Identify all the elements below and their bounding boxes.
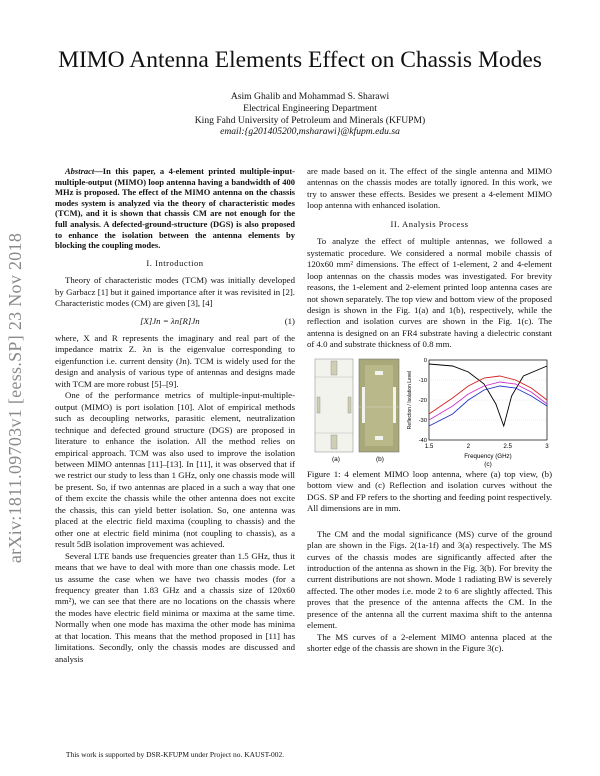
x-tick-label-1: 2 xyxy=(466,442,471,450)
intro-paragraph-3: One of the performance metrics of multiple-input-multiple-output (MIMO) is port isolation [10]. Alot of empirical methods such as decoupling networks, parasitic element, neutralization technique and defected ground structure (DGS) are proposed in literature to enhance the isolation. All the method relies on empirical approach. TCM was also used to improve the isolation between MIMO antennas [11]–[13]. In [11], it was observed that if we restrict our study to less than 1 GHz, only one chassis mode will be present. So, if two antennas are placed in a such a way that one of them excite the chassis while the other antenna does not excite the chassis, this can yield better isolation. So, one antenna was placed at the electric field maxima (coupling to chassis) and the other one at electric field minima (not coupling to chassis), as a result 5dB isolation improvement was achieved. xyxy=(55,390,295,550)
right-column xyxy=(307,166,552,655)
section-heading-analysis: II. Analysis Process xyxy=(390,218,469,229)
intro-paragraph-1: Theory of characteristic modes (TCM) was initially developed by Garbacz [1] but it gained importance after it was revisited in [2]. Characteristic modes (CM) are given [3], [4] xyxy=(55,275,295,309)
y-tick-label-0: 0 xyxy=(423,357,427,364)
abstract xyxy=(55,166,295,251)
section-heading-introduction: I. Introduction xyxy=(146,257,204,268)
paper-title: MIMO Antenna Elements Effect on Chassis Modes xyxy=(58,47,542,73)
figure-label-b: (b) xyxy=(376,455,384,463)
abstract-text: —In this paper, a 4-element printed multiple-input-multiple-output (MIMO) loop antenna having a bandwidth of 400 MHz is proposed. The effect of the MIMO antenna on the chassis modes system is analyzed via the theory of characteristic modes (TCM), and it is shown that chassis CM are not enough for the full analysis. A defected-ground-structure (DGS) is also proposed to enhance the isolation between the antenna elements by blocking the coupling modes. xyxy=(55,166,295,251)
right-paragraph-1: are made based on it. The effect of the single antenna and MIMO antennas on the chassis modes are totally ignored. In this work, we try to answer these effects. Besides we present a 4-element MIMO loop antenna with enhanced isolation. xyxy=(307,166,552,211)
x-tick-label-3: 3 xyxy=(545,442,549,450)
right-paragraph-3: The CM and the modal significance (MS) curve of the ground plan are shown in the Figs. 2(1a-1f) and 3(a) respectively. The MS curves of the chassis modes are significantly affected after the introduction of the antenna as shown in the Fig. 3(b). For brevity the current distributions are not shown. Mode 1 radiating BW is severely affected. The other modes i.e. mode 2 to 6 are slightly affected. This proves that the presence of the antenna affects the CM. In the presence of the antenna all the current maxima shift to the antenna element. xyxy=(307,528,552,631)
abstract-label: Abstract xyxy=(65,166,95,176)
arxiv-watermark: arXiv:1811.09703v1 [eess.SP] 23 Nov 2018 xyxy=(5,232,25,564)
figure-1-graphic xyxy=(307,357,552,469)
author-block xyxy=(80,91,540,138)
left-column xyxy=(55,166,295,665)
figure-1 xyxy=(307,357,552,469)
intro-paragraph-2: where, X and R represents the imaginary and real part of the impedance matrix Z. λn is the eigenvalue corresponding to eigenfunction i.e. current density (Jn). TCM is widely used for the design and analysis of various type of antennas and designs made with TCM are more robust [5]–[9]. xyxy=(55,333,295,389)
author-department: Electrical Engineering Department xyxy=(243,102,377,114)
author-university: King Fahd University of Petroleum and Minerals (KFUPM) xyxy=(194,114,426,126)
equation-number: (1) xyxy=(284,315,295,326)
figure-label-c: (c) xyxy=(484,460,492,468)
intro-paragraph-4: Several LTE bands use frequencies greater than 1.5 GHz, thus it means that we have to deal with more than one chassis mode. Let us assume the case when we have two chassis modes (for a frequency greater than 1.83 GHz and a chassis size of 120x60 mm²), we can see that there are no locations on the chassis where the modes have electric field minima or maxima at the same time. Normally when one mode has maxima the other mode has minima at that location. This means that the method proposed in [11] has limitations. Secondly, only the chassis modes are discussed and analysis xyxy=(55,550,295,664)
footnote: This work is supported by DSR-KFUPM under Project no. KAUST-002. xyxy=(65,750,285,759)
equation-body: [X]Jn = λn[R]Jn xyxy=(140,315,200,326)
y-tick-label-3: -30 xyxy=(418,417,427,424)
right-paragraph-4: The MS curves of a 2-element MIMO antenna placed at the shorter edge of the chassis are shown in the Figure 3(c). xyxy=(307,631,552,654)
figure-label-a: (a) xyxy=(332,455,340,463)
plot-y-label: Reflection / Isolation Level xyxy=(407,370,413,429)
figure-1-caption: Figure 1: 4 element MIMO loop antenna, where (a) top view, (b) bottom view and (c) Reflection and isolation curves without the DGS. SP and FP refers to the shorting and feeding point respectively. All dimensions are in mm. xyxy=(307,468,552,514)
y-tick-label-4: -40 xyxy=(418,437,427,444)
y-tick-label-2: -20 xyxy=(418,397,427,404)
right-paragraph-2: To analyze the effect of multiple antennas, we followed a systematic procedure. We considered a normal mobile chassis of 120x60 mm² dimensions. The effect of 1-element, 2 and 4-element loop antennas on the chassis modes was investigated. For brevity reasons, the 1-element and 2-element printed loop antenna cases are not shown separately. The top view and bottom view of the proposed design is shown in the Fig. 1(a) and 1(b), respectively, while the reflection and isolation curves are shown in the Fig. 1(c). The antenna is designed on an FR4 substrate having a dielectric constant of 4.0 and substrate thickness of 0.8 mm. xyxy=(307,236,552,350)
plot-x-label: Frequency (GHz) xyxy=(464,452,512,460)
y-tick-label-1: -10 xyxy=(418,377,427,384)
antenna-bottom-view xyxy=(359,359,399,452)
author-email: email:{g201405200,msharawi}@kfupm.edu.sa xyxy=(220,126,400,138)
equation-1 xyxy=(55,316,295,327)
x-tick-label-2: 2.5 xyxy=(503,442,512,450)
author-names: Asim Ghalib and Mohammad S. Sharawi xyxy=(230,91,390,102)
antenna-top-view xyxy=(315,359,353,452)
x-tick-label-0: 1.5 xyxy=(424,442,434,450)
